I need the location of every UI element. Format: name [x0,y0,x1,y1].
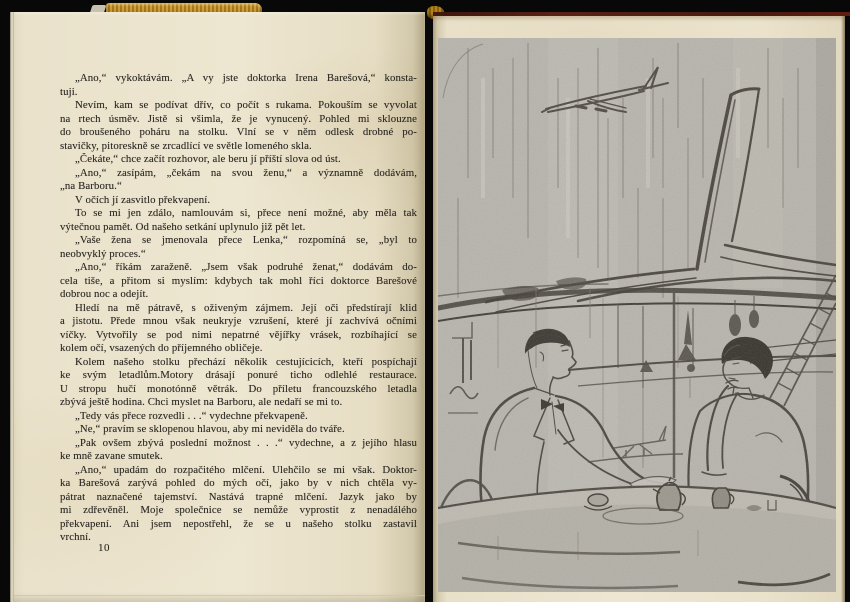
text-line: do broušeného poháru na stolku. Vlní se v něm odlesk drobné po- [60,126,417,138]
text-line: výtečnou pamět. Od našeho setkání uplynulo již pět let. [60,220,306,233]
text-line: překvapení. Ani jsem nepostřehl, že se u našeho stolku zastavil [60,517,417,530]
airport-restaurant-illustration [438,38,836,592]
book-text [60,72,417,545]
text-line: V očích jí zasvitlo překvapení. [75,193,211,206]
text-line: neobvyklý proces.“ [60,247,146,260]
page-number: 10 [98,542,110,554]
text-line: na rtech úsměv. Jistě si všimla, že je vynucený. Pohled mi sklouzne [60,112,417,125]
text-line: dobrou noc a odejít. [60,288,149,300]
text-line: ke svým letadlům.Motory drásají ponuré ticho odlehlé restaurace. [60,369,417,381]
text-line: „Čekáte,“ chce začít rozhovor, ale beru jí příští slova od úst. [75,153,341,165]
text-line: U stropu hučí monotónně větrák. Do příletu francouzského letadla [60,382,417,395]
text-line: To se mi jen zdálo, namlouvám si, přece není možné, aby měla tak [75,207,417,219]
text-line: Kolem našeho stolku přechází několik cestujícicích, kteří pospíchají [75,355,417,368]
text-line: kolem očí, vsazených do příjemného obličeje. [60,342,263,354]
right-page [433,16,845,602]
text-line: „na Barboru.“ [60,180,122,192]
text-line: ka Barešová zarývá pohled do mých očí, jako by v nich chtěla vy- [60,477,417,489]
text-line: „Ano,“ upadám do rozpačitého mlčení. Ulehčilo se mi však. Doktor- [75,463,417,476]
text-line: víčky. Vytvořily se pod nimi nepatrné vějířky vrásek, rozbíhající se [60,328,417,341]
illustration-sketch [438,38,836,592]
text-line: „Vaše žena se jmenovala přece Lenka,“ rozpomíná se, „byl to [75,234,417,246]
text-line: cela tiše, a přitom si myslím: kdybych tak mohl říci doktorce Barešové [60,274,417,287]
text-line: „Ano,“ zasípám, „čekám na svou ženu,“ a významně dodávám, [75,166,417,179]
text-line: tuji. [60,85,78,98]
text-line: „Tedy vás přece rozvedli . . .“ vydechne překvapeně. [75,409,308,422]
text-line: „Ne,“ pravím se sklopenou hlavou, aby mi neviděla do tváře. [75,423,345,435]
text-line: a jistotu. Přede mnou však neukryje vzrušení, které jí zachvívá očními [60,315,417,327]
text-line: Nevím, kam se podívat dřív, co počít s rukama. Pokouším se vyvolat [75,99,417,111]
text-line: pátrat naznačené tajemství. Nastává trapné mlčení. Jazyk jako by [60,490,417,503]
text-line: vrchní. [60,531,91,543]
text-line: „Pak ovšem zbývá poslední možnost . . .“ vydechne, a z jejího hlasu [75,436,417,449]
text-line: „Ano,“ vykoktávám. „A vy jste doktorka Irena Barešová,“ konsta- [75,72,417,84]
text-line: Hledí na mě pátravě, s oživeným zájmem. Její oči předstírají klid [75,301,417,314]
text-line: zbývá ještě hodina. Chci myslet na Barboru, ale nedaří se mi to. [60,396,343,408]
text-line: stavičky, pitoreskně se zrcadlící ve světle lomeného skla. [60,139,312,152]
left-page [10,12,425,602]
text-line: ke mně zavane smutek. [60,450,163,462]
text-line: mi zdřevěněl. Moje společnice se nemůže vyprostit z nenadálého [60,504,417,516]
text-line: „Ano,“ říkám zaraženě. „Jsem však podruhé ženat,“ dodávám do- [75,261,417,273]
